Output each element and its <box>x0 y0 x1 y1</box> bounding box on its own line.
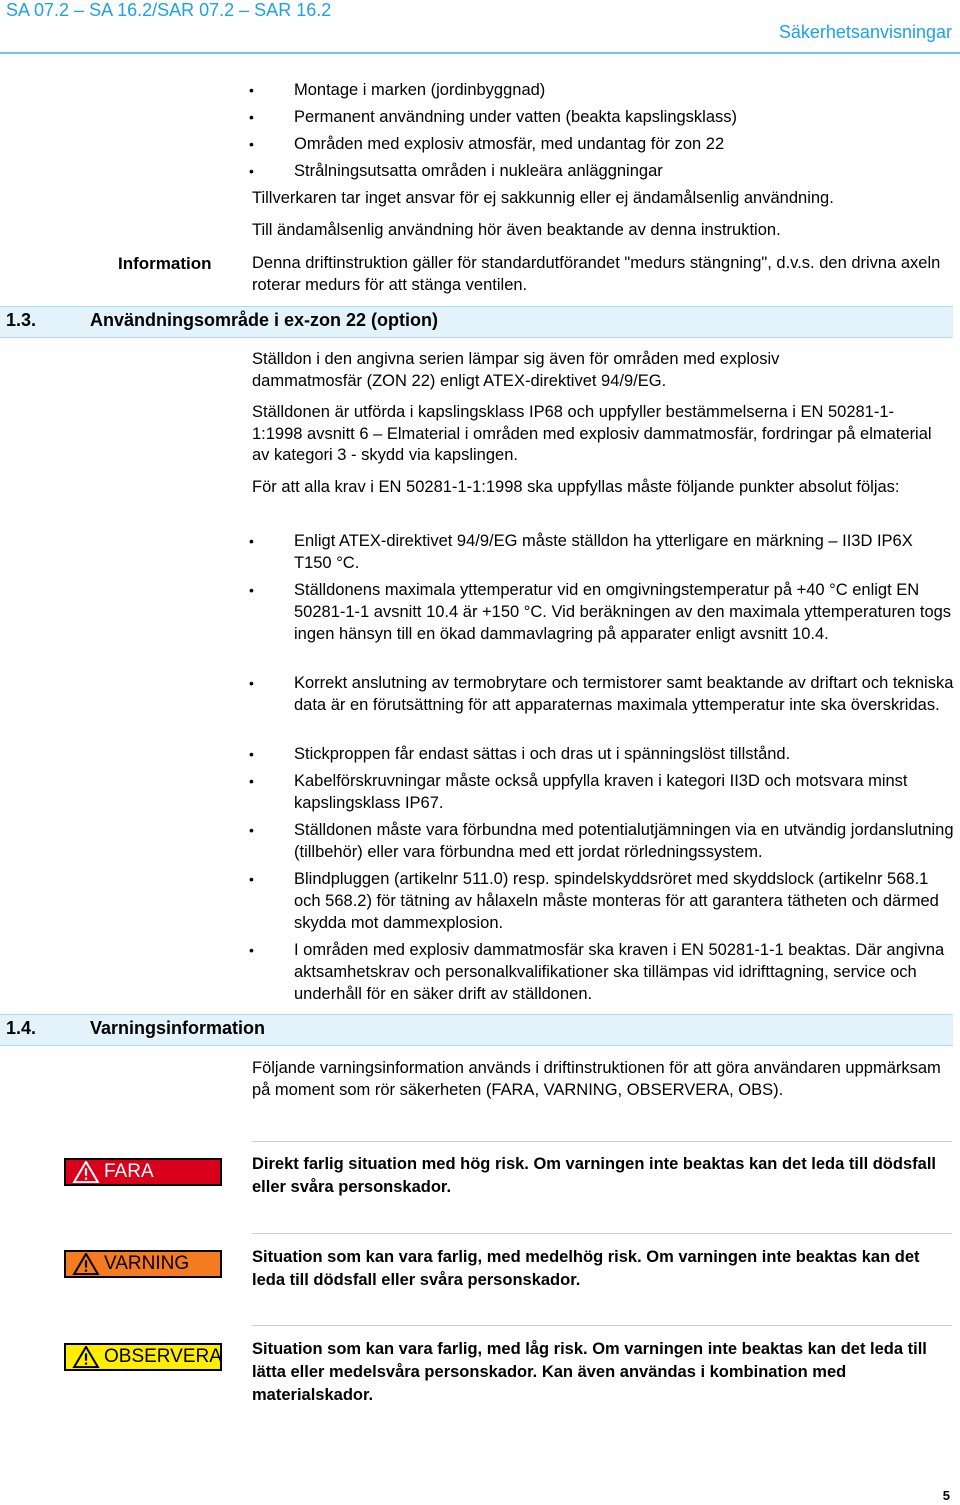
signal-word-label: OBSERVERA <box>104 1346 222 1367</box>
section-heading-1-4 <box>0 1014 953 1046</box>
warning-triangle-icon <box>72 1161 100 1183</box>
paragraph: Följande varningsinformation används i driftinstruktionen för att göra användaren uppmärksam på moment som rör säkerheten (FARA, VARNING, OBSERVERA, OBS). <box>252 1059 941 1099</box>
signal-word-label: VARNING <box>104 1253 190 1274</box>
signal-word-caution <box>64 1343 222 1371</box>
list-item: • Ställdonen måste vara förbundna med potentialutjämningen via en utvändig jordanslutning (tillbehör) eller vara förbundna med ett jordat rörledningssystem. <box>294 819 954 863</box>
divider <box>252 1233 952 1234</box>
list-item: • Ställdonens maximala yttemperatur vid en omgivningstemperatur på +40 °C enligt EN 50281-1-1 avsnitt 10.4 är +150 °C. Vid beräkningen av den maximala yttemperaturen togs ingen hänsyn till en ökad dammavlagring på apparater enligt avsnitt 10.4. <box>294 579 954 645</box>
list-item: • I områden med explosiv dammatmosfär ska kraven i EN 50281-1-1 beaktas. Där angivna aktsamhetskrav och personalkvalifikationer ska tillämpas vid idrifttagning, service och underhåll för en säker drift av ställdonen. <box>294 939 954 1005</box>
proper-use-text: Till ändamålsenlig användning hör även beaktande av denna instruktion. <box>252 221 781 239</box>
list-item: • Korrekt anslutning av termobrytare och termistorer samt beaktande av driftart och tekniska data är en förutsättning för att apparaternas maximala yttemperatur inte ska överskridas. <box>294 672 954 716</box>
header-rule <box>0 52 960 54</box>
list-item: • Stickproppen får endast sättas i och dras ut i spänningslöst tillstånd. <box>294 743 954 765</box>
section-number: 1.3. <box>6 310 37 330</box>
warning-triangle-icon <box>72 1346 100 1368</box>
signal-description: Situation som kan vara farlig, med låg risk. Om varningen inte beaktas kan det leda till lätta eller medelsvåra personskador. Kan även användas i kombination med materialskador. <box>252 1340 927 1404</box>
header-chapter-title: Säkerhetsanvisningar <box>778 22 952 42</box>
paragraph: För att alla krav i EN 50281-1-1:1998 ska uppfyllas måste följande punkter absolut följas: <box>252 478 900 496</box>
list-item: • Permanent användning under vatten (beakta kapslingsklass) <box>294 106 737 128</box>
divider <box>252 1141 952 1142</box>
signal-word-danger <box>64 1158 222 1186</box>
list-item: • Montage i marken (jordinbyggnad) <box>294 79 545 101</box>
list-item: • Enligt ATEX-direktivet 94/9/EG måste ställdon ha ytterligare en märkning – II3D IP6X T150 °C. <box>294 530 954 574</box>
list-item: • Strålningsutsatta områden i nukleära anläggningar <box>294 160 663 182</box>
signal-description: Direkt farlig situation med hög risk. Om varningen inte beaktas kan det leda till dödsfall eller svåra personskador. <box>252 1155 936 1196</box>
responsibility-text: Tillverkaren tar inget ansvar för ej sakkunnig eller ej ändamålsenlig användning. <box>252 189 834 207</box>
signal-word-label: FARA <box>104 1161 154 1182</box>
warning-triangle-icon <box>72 1253 100 1275</box>
page-number: 5 <box>942 1488 950 1503</box>
information-label: Information <box>118 254 212 273</box>
list-item: • Områden med explosiv atmosfär, med undantag för zon 22 <box>294 133 724 155</box>
signal-description: Situation som kan vara farlig, med medelhög risk. Om varningen inte beaktas kan det leda till dödsfall eller svåra personskador. <box>252 1248 920 1289</box>
section-title: Användningsområde i ex-zon 22 (option) <box>90 310 439 330</box>
section-title: Varningsinformation <box>90 1018 266 1038</box>
list-item: • Blindpluggen (artikelnr 511.0) resp. spindelskyddsröret med skyddslock (artikelnr 568.1 och 568.2) för tätning av hålaxeln måste monteras för att garantera tätheten och därmed skydda mot dammexplosion. <box>294 868 954 934</box>
paragraph: Ställdon i den angivna serien lämpar sig även för områden med explosiv dammatmosfär (ZON 22) enligt ATEX-direktivet 94/9/EG. <box>252 350 780 390</box>
header-doc-title: SA 07.2 – SA 16.2/SAR 07.2 – SAR 16.2 <box>6 0 332 20</box>
section-number: 1.4. <box>6 1018 37 1038</box>
section-heading-1-3 <box>0 306 953 338</box>
divider <box>252 1325 952 1326</box>
paragraph: Ställdonen är utförda i kapslingsklass IP68 och uppfyller bestämmelserna i EN 50281-1-1:1998 avsnitt 6 – Elmaterial i områden med explosiv dammatmosfär, fordringar på elmaterial av kategori 3 - skydd via kapslingen. <box>252 403 932 464</box>
information-text: Denna driftinstruktion gäller för standardutförandet "medurs stängning", d.v.s. den drivna axeln roterar medurs för att stänga ventilen. <box>252 254 941 294</box>
list-item: • Kabelförskruvningar måste också uppfylla kraven i kategori II3D och motsvara minst kapslingsklass IP67. <box>294 770 954 814</box>
signal-word-warning <box>64 1250 222 1278</box>
